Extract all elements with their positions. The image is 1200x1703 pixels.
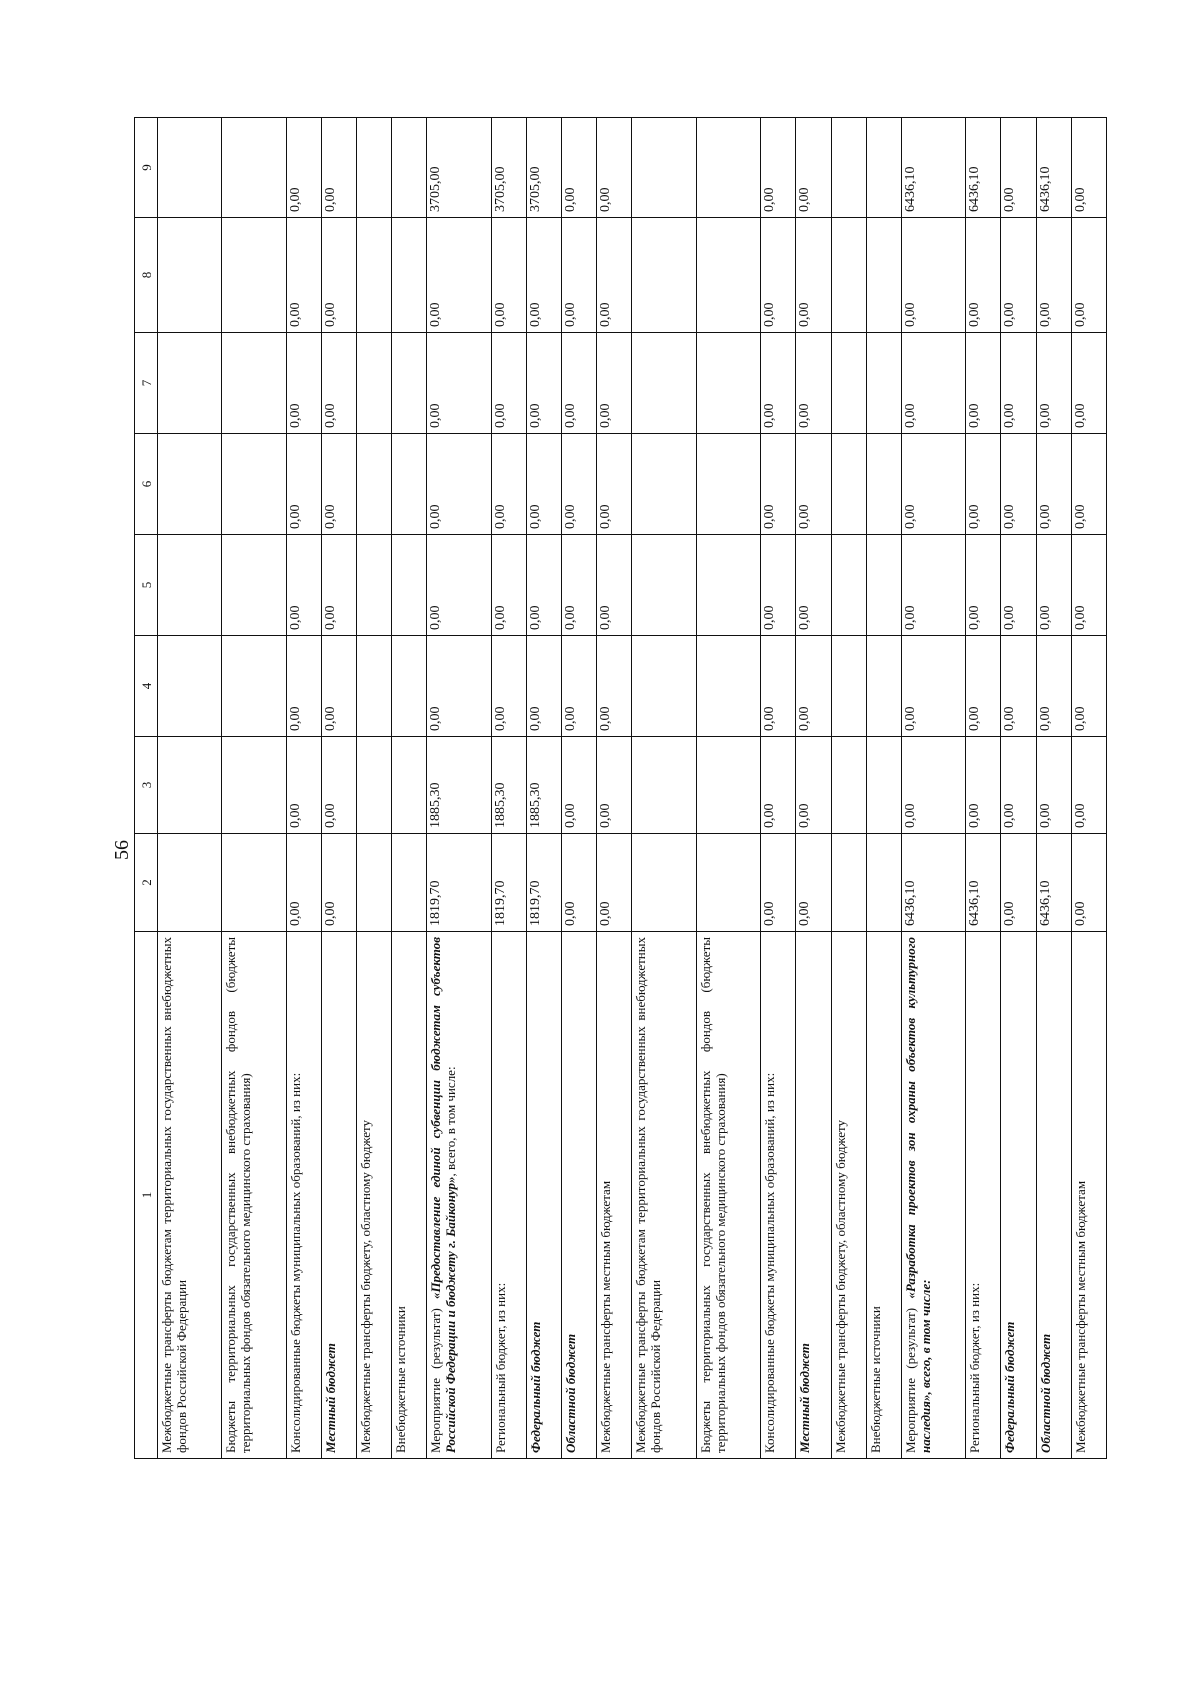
cell-col-3: 0,00 [597, 737, 632, 834]
row-label [901, 932, 965, 1459]
table-row [901, 118, 965, 1459]
cell-col-5: 0,00 [1071, 535, 1106, 636]
cell-col-6: 0,00 [286, 434, 321, 535]
row-label-part: «Разработка проектов зон охраны объектов культурного наследия», всего, в том числе: [902, 937, 933, 1453]
cell-col-3: 0,00 [286, 737, 321, 834]
cell-col-9: 6436,10 [966, 118, 1001, 218]
cell-col-5 [392, 535, 427, 636]
cell-col-5 [632, 535, 696, 636]
table-row [527, 118, 562, 1459]
cell-col-6: 0,00 [491, 434, 526, 535]
cell-col-2: 1819,70 [527, 834, 562, 932]
cell-col-6: 0,00 [901, 434, 965, 535]
table-row [1001, 118, 1036, 1459]
cell-col-3: 1885,30 [491, 737, 526, 834]
cell-col-5 [158, 535, 222, 636]
cell-col-6 [222, 434, 286, 535]
cell-col-3: 1885,30 [427, 737, 491, 834]
cell-col-8 [831, 218, 866, 333]
column-header-2: 2 [135, 834, 158, 932]
cell-col-2: 0,00 [761, 834, 796, 932]
cell-col-4: 0,00 [597, 636, 632, 737]
cell-col-8 [632, 218, 696, 333]
table-row [222, 118, 286, 1459]
cell-col-9: 0,00 [286, 118, 321, 218]
cell-col-4: 0,00 [527, 636, 562, 737]
row-label-part: «Предоставление единой субвенции бюджетам субъектов Российской Федерации и бюджету г. Байконур» [428, 937, 459, 1453]
cell-col-6 [158, 434, 222, 535]
cell-col-4: 0,00 [286, 636, 321, 737]
cell-col-2: 0,00 [322, 834, 357, 932]
cell-col-8 [357, 218, 392, 333]
cell-col-7: 0,00 [761, 333, 796, 434]
cell-col-3: 0,00 [901, 737, 965, 834]
cell-col-3: 0,00 [761, 737, 796, 834]
cell-col-8: 0,00 [1036, 218, 1071, 333]
cell-col-3: 0,00 [796, 737, 831, 834]
cell-col-7: 0,00 [1001, 333, 1036, 434]
column-header-3: 3 [135, 737, 158, 834]
cell-col-4 [222, 636, 286, 737]
cell-col-4: 0,00 [1071, 636, 1106, 737]
cell-col-4: 0,00 [427, 636, 491, 737]
cell-col-3 [357, 737, 392, 834]
row-label: Областной бюджет [562, 932, 597, 1459]
table-row [632, 118, 696, 1459]
cell-col-3 [866, 737, 901, 834]
cell-col-6: 0,00 [1036, 434, 1071, 535]
cell-col-7 [357, 333, 392, 434]
cell-col-7: 0,00 [427, 333, 491, 434]
cell-col-6 [696, 434, 760, 535]
cell-col-3: 0,00 [1001, 737, 1036, 834]
cell-col-4: 0,00 [1001, 636, 1036, 737]
cell-col-9 [392, 118, 427, 218]
cell-col-9 [696, 118, 760, 218]
table-rotator [134, 118, 1107, 1459]
row-label: Межбюджетные трансферты бюджету, областному бюджету [357, 932, 392, 1459]
cell-col-4 [357, 636, 392, 737]
cell-col-4 [831, 636, 866, 737]
cell-col-2: 0,00 [1001, 834, 1036, 932]
cell-col-6: 0,00 [562, 434, 597, 535]
row-label: Региональный бюджет, из них: [491, 932, 526, 1459]
cell-col-7 [831, 333, 866, 434]
row-label: Федеральный бюджет [1001, 932, 1036, 1459]
cell-col-6: 0,00 [966, 434, 1001, 535]
table-row [966, 118, 1001, 1459]
row-label: Консолидированные бюджеты муниципальных образований, из них: [761, 932, 796, 1459]
cell-col-8 [222, 218, 286, 333]
table-row [286, 118, 321, 1459]
row-label: Внебюджетные источники [866, 932, 901, 1459]
cell-col-2: 0,00 [1071, 834, 1106, 932]
table-row [1071, 118, 1106, 1459]
cell-col-6: 0,00 [322, 434, 357, 535]
cell-col-6 [866, 434, 901, 535]
cell-col-5: 0,00 [597, 535, 632, 636]
cell-col-9: 0,00 [322, 118, 357, 218]
cell-col-8 [696, 218, 760, 333]
cell-col-9: 0,00 [597, 118, 632, 218]
cell-col-2: 6436,10 [1036, 834, 1071, 932]
cell-col-8: 0,00 [286, 218, 321, 333]
row-label: Межбюджетные трансферты местным бюджетам [597, 932, 632, 1459]
column-header-4: 4 [135, 636, 158, 737]
cell-col-6: 0,00 [427, 434, 491, 535]
row-label: Межбюджетные трансферты местным бюджетам [1071, 932, 1106, 1459]
cell-col-3 [831, 737, 866, 834]
cell-col-7 [866, 333, 901, 434]
cell-col-3 [632, 737, 696, 834]
cell-col-5: 0,00 [901, 535, 965, 636]
row-label-part: Мероприятие (результат) [428, 1298, 444, 1453]
row-label [427, 932, 491, 1459]
cell-col-9: 3705,00 [491, 118, 526, 218]
cell-col-2: 0,00 [286, 834, 321, 932]
cell-col-3 [392, 737, 427, 834]
cell-col-2 [158, 834, 222, 932]
row-label: Федеральный бюджет [527, 932, 562, 1459]
cell-col-3: 0,00 [1036, 737, 1071, 834]
budget-table [134, 117, 1107, 1459]
cell-col-6: 0,00 [761, 434, 796, 535]
cell-col-3 [696, 737, 760, 834]
cell-col-5 [696, 535, 760, 636]
table-row [761, 118, 796, 1459]
cell-col-7: 0,00 [901, 333, 965, 434]
cell-col-9 [357, 118, 392, 218]
cell-col-9 [158, 118, 222, 218]
cell-col-7: 0,00 [966, 333, 1001, 434]
column-header-7: 7 [135, 333, 158, 434]
cell-col-8: 0,00 [322, 218, 357, 333]
cell-col-9: 3705,00 [427, 118, 491, 218]
cell-col-9 [866, 118, 901, 218]
table-row [597, 118, 632, 1459]
cell-col-7: 0,00 [796, 333, 831, 434]
cell-col-5: 0,00 [562, 535, 597, 636]
cell-col-6: 0,00 [527, 434, 562, 535]
cell-col-3: 0,00 [562, 737, 597, 834]
cell-col-2 [357, 834, 392, 932]
cell-col-6 [831, 434, 866, 535]
table-row [1036, 118, 1071, 1459]
cell-col-5: 0,00 [1001, 535, 1036, 636]
cell-col-9: 0,00 [562, 118, 597, 218]
column-header-9: 9 [135, 118, 158, 218]
cell-col-4 [632, 636, 696, 737]
table-row [322, 118, 357, 1459]
cell-col-8 [392, 218, 427, 333]
cell-col-3: 0,00 [1071, 737, 1106, 834]
column-header-8: 8 [135, 218, 158, 333]
row-label: Региональный бюджет, из них: [966, 932, 1001, 1459]
table-row [491, 118, 526, 1459]
row-label: Местный бюджет [322, 932, 357, 1459]
cell-col-5 [222, 535, 286, 636]
cell-col-4: 0,00 [491, 636, 526, 737]
cell-col-2: 0,00 [796, 834, 831, 932]
cell-col-6 [632, 434, 696, 535]
row-label: Областной бюджет [1036, 932, 1071, 1459]
cell-col-9 [632, 118, 696, 218]
cell-col-5 [357, 535, 392, 636]
cell-col-2: 0,00 [597, 834, 632, 932]
cell-col-9: 6436,10 [901, 118, 965, 218]
cell-col-3: 1885,30 [527, 737, 562, 834]
cell-col-4 [158, 636, 222, 737]
cell-col-5: 0,00 [796, 535, 831, 636]
row-label: Бюджеты территориальных государственных внебюджетных фондов (бюджеты территориальных фондов обязательного медицинского страхования) [222, 932, 286, 1459]
cell-col-6: 0,00 [597, 434, 632, 535]
cell-col-8: 0,00 [966, 218, 1001, 333]
cell-col-5: 0,00 [761, 535, 796, 636]
page-number: 56 [111, 840, 133, 860]
table-row [158, 118, 222, 1459]
cell-col-7 [696, 333, 760, 434]
cell-col-7 [158, 333, 222, 434]
cell-col-5: 0,00 [322, 535, 357, 636]
row-label: Местный бюджет [796, 932, 831, 1459]
cell-col-2 [392, 834, 427, 932]
column-header-5: 5 [135, 535, 158, 636]
table-row [427, 118, 491, 1459]
cell-col-4: 0,00 [901, 636, 965, 737]
cell-col-3 [222, 737, 286, 834]
row-label: Межбюджетные трансферты бюджету, областному бюджету [831, 932, 866, 1459]
cell-col-7: 0,00 [597, 333, 632, 434]
cell-col-6: 0,00 [1001, 434, 1036, 535]
cell-col-5 [866, 535, 901, 636]
cell-col-4 [392, 636, 427, 737]
cell-col-7: 0,00 [286, 333, 321, 434]
cell-col-2 [222, 834, 286, 932]
table-body [158, 118, 1107, 1459]
cell-col-2: 0,00 [562, 834, 597, 932]
cell-col-9: 0,00 [796, 118, 831, 218]
cell-col-2 [696, 834, 760, 932]
cell-col-8: 0,00 [562, 218, 597, 333]
cell-col-4: 0,00 [322, 636, 357, 737]
cell-col-7: 0,00 [1071, 333, 1106, 434]
cell-col-5: 0,00 [527, 535, 562, 636]
column-header-1: 1 [135, 932, 158, 1459]
cell-col-3 [158, 737, 222, 834]
cell-col-6: 0,00 [796, 434, 831, 535]
header-row [135, 118, 158, 1459]
cell-col-2 [831, 834, 866, 932]
cell-col-6 [357, 434, 392, 535]
row-label: Консолидированные бюджеты муниципальных образований, из них: [286, 932, 321, 1459]
cell-col-8: 0,00 [796, 218, 831, 333]
cell-col-5: 0,00 [286, 535, 321, 636]
cell-col-7 [222, 333, 286, 434]
cell-col-8: 0,00 [527, 218, 562, 333]
cell-col-4: 0,00 [761, 636, 796, 737]
column-header-6: 6 [135, 434, 158, 535]
cell-col-8: 0,00 [1001, 218, 1036, 333]
table-row [562, 118, 597, 1459]
cell-col-8: 0,00 [427, 218, 491, 333]
cell-col-2: 6436,10 [901, 834, 965, 932]
cell-col-3: 0,00 [322, 737, 357, 834]
cell-col-8 [158, 218, 222, 333]
cell-col-7: 0,00 [322, 333, 357, 434]
cell-col-7 [392, 333, 427, 434]
cell-col-4: 0,00 [562, 636, 597, 737]
cell-col-8 [866, 218, 901, 333]
cell-col-7: 0,00 [527, 333, 562, 434]
cell-col-7: 0,00 [562, 333, 597, 434]
cell-col-8: 0,00 [491, 218, 526, 333]
cell-col-8: 0,00 [1071, 218, 1106, 333]
table-row [392, 118, 427, 1459]
cell-col-9: 0,00 [1071, 118, 1106, 218]
row-label-part: Мероприятие (результат) [902, 1298, 918, 1453]
cell-col-6: 0,00 [1071, 434, 1106, 535]
table-row [357, 118, 392, 1459]
cell-col-5: 0,00 [1036, 535, 1071, 636]
table-row [866, 118, 901, 1459]
table-row [696, 118, 760, 1459]
cell-col-2: 1819,70 [427, 834, 491, 932]
table-row [796, 118, 831, 1459]
cell-col-5 [831, 535, 866, 636]
cell-col-9: 0,00 [761, 118, 796, 218]
cell-col-8: 0,00 [761, 218, 796, 333]
cell-col-4: 0,00 [796, 636, 831, 737]
cell-col-9 [222, 118, 286, 218]
cell-col-8: 0,00 [597, 218, 632, 333]
cell-col-2 [632, 834, 696, 932]
cell-col-2: 1819,70 [491, 834, 526, 932]
cell-col-5: 0,00 [966, 535, 1001, 636]
cell-col-3: 0,00 [966, 737, 1001, 834]
cell-col-7: 0,00 [491, 333, 526, 434]
cell-col-7: 0,00 [1036, 333, 1071, 434]
row-label: Межбюджетные трансферты бюджетам территориальных государственных внебюджетных фондов Российской Федерации [632, 932, 696, 1459]
cell-col-2: 6436,10 [966, 834, 1001, 932]
row-label: Внебюджетные источники [392, 932, 427, 1459]
cell-col-6 [392, 434, 427, 535]
cell-col-9: 0,00 [1001, 118, 1036, 218]
row-label-part: , всего, в том числе: [443, 1066, 459, 1177]
row-label: Межбюджетные трансферты бюджетам территориальных государственных внебюджетных фондов Российской Федерации [158, 932, 222, 1459]
cell-col-4: 0,00 [966, 636, 1001, 737]
cell-col-4: 0,00 [1036, 636, 1071, 737]
cell-col-2 [866, 834, 901, 932]
cell-col-9: 3705,00 [527, 118, 562, 218]
row-label: Бюджеты территориальных государственных внебюджетных фондов (бюджеты территориальных фондов обязательного медицинского страхования) [696, 932, 760, 1459]
cell-col-5: 0,00 [427, 535, 491, 636]
cell-col-9: 6436,10 [1036, 118, 1071, 218]
cell-col-7 [632, 333, 696, 434]
cell-col-4 [866, 636, 901, 737]
cell-col-9 [831, 118, 866, 218]
cell-col-4 [696, 636, 760, 737]
cell-col-8: 0,00 [901, 218, 965, 333]
cell-col-5: 0,00 [491, 535, 526, 636]
table-row [831, 118, 866, 1459]
